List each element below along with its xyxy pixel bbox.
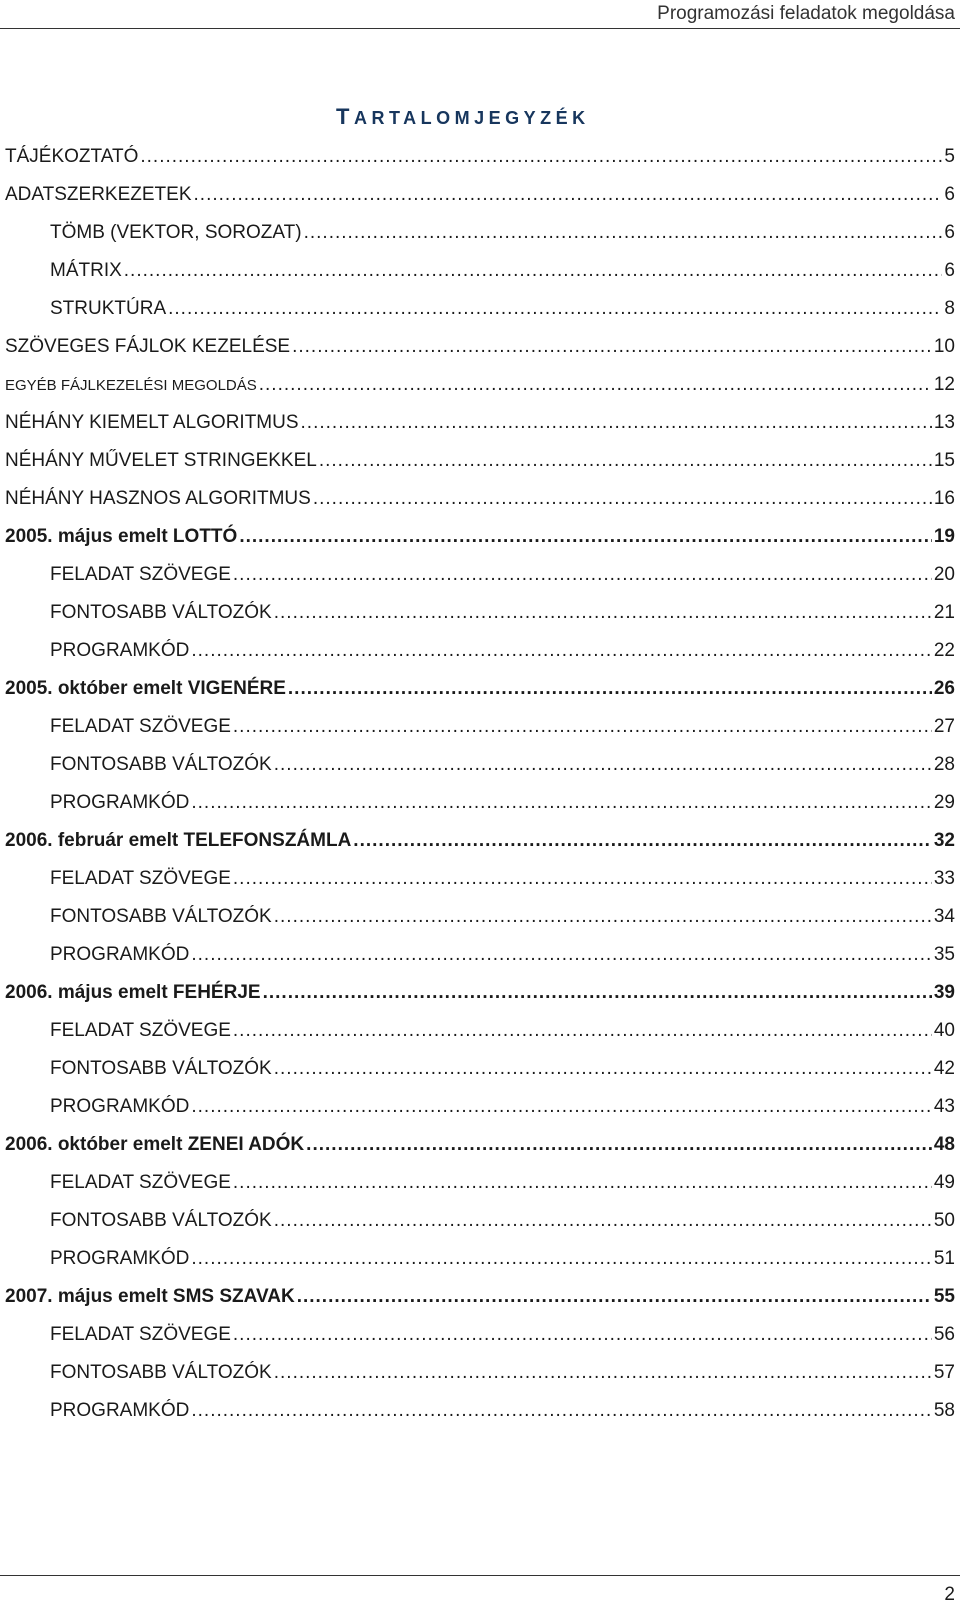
toc-entry-label: FELADAT SZÖVEGE bbox=[50, 1020, 231, 1041]
toc-leader-dots bbox=[306, 1131, 932, 1159]
toc-leader-dots bbox=[301, 409, 932, 437]
toc-entry-page: 58 bbox=[933, 1400, 955, 1421]
toc-entry-page: 39 bbox=[933, 982, 955, 1003]
toc-subentry[interactable] bbox=[50, 789, 955, 817]
toc-leader-dots bbox=[274, 751, 932, 779]
toc-entry[interactable] bbox=[5, 143, 955, 171]
toc-subentry[interactable] bbox=[50, 1245, 955, 1273]
toc-leader-dots bbox=[191, 941, 932, 969]
toc-entry-page: 40 bbox=[933, 1020, 955, 1041]
page-footer bbox=[0, 1575, 960, 1614]
toc-leader-dots bbox=[353, 827, 932, 855]
toc-entry-page: 15 bbox=[933, 450, 955, 471]
toc-entry[interactable] bbox=[5, 333, 955, 361]
toc-entry-page: 21 bbox=[933, 602, 955, 623]
toc-subentry[interactable] bbox=[50, 1017, 955, 1045]
toc-entry-page: 56 bbox=[933, 1324, 955, 1345]
header-title: Programozási feladatok megoldása bbox=[657, 3, 955, 24]
toc-leader-dots bbox=[191, 1245, 932, 1273]
toc-subentry[interactable] bbox=[50, 599, 955, 627]
toc-subentry[interactable] bbox=[50, 637, 955, 665]
toc-subentry[interactable] bbox=[50, 751, 955, 779]
toc-entry-label: NÉHÁNY KIEMELT ALGORITMUS bbox=[5, 412, 299, 433]
toc-leader-dots bbox=[191, 789, 932, 817]
toc-entry-page: 29 bbox=[933, 792, 955, 813]
toc-entry-label: PROGRAMKÓD bbox=[50, 1096, 190, 1117]
toc-leader-dots bbox=[194, 181, 943, 209]
toc-entry-label: STRUKTÚRA bbox=[50, 298, 167, 319]
toc-entry-label: FONTOSABB VÁLTOZÓK bbox=[50, 1058, 272, 1079]
toc-entry[interactable] bbox=[5, 409, 955, 437]
toc-entry-page: 6 bbox=[944, 260, 955, 281]
toc-entry-label: MÁTRIX bbox=[50, 260, 122, 281]
toc-entry-label: FELADAT SZÖVEGE bbox=[50, 716, 231, 737]
toc-entry-label: PROGRAMKÓD bbox=[50, 1248, 190, 1269]
toc-entry-page: 32 bbox=[933, 830, 955, 851]
toc-entry-label: FELADAT SZÖVEGE bbox=[50, 1172, 231, 1193]
toc-leader-dots bbox=[124, 257, 943, 285]
toc-leader-dots bbox=[274, 1207, 932, 1235]
toc-entry-label: FONTOSABB VÁLTOZÓK bbox=[50, 602, 272, 623]
toc-leader-dots bbox=[274, 1055, 932, 1083]
toc-subentry[interactable] bbox=[50, 1169, 955, 1197]
toc-entry-label: 2005. október emelt VIGENÉRE bbox=[5, 678, 286, 699]
toc-entry-page: 51 bbox=[933, 1248, 955, 1269]
toc-leader-dots bbox=[191, 637, 932, 665]
toc-title-rest: ARTALOMJEGYZÉK bbox=[353, 108, 590, 128]
toc-leader-dots bbox=[233, 713, 932, 741]
toc-leader-dots bbox=[292, 333, 932, 361]
toc-subentry[interactable] bbox=[50, 1359, 955, 1387]
toc-subentry[interactable] bbox=[50, 941, 955, 969]
toc-title bbox=[336, 104, 590, 130]
toc-leader-dots bbox=[233, 561, 932, 589]
toc-entry-page: 8 bbox=[944, 298, 955, 319]
toc-subentry[interactable] bbox=[50, 1093, 955, 1121]
toc-entry-label: PROGRAMKÓD bbox=[50, 944, 190, 965]
toc-subentry[interactable] bbox=[50, 219, 955, 247]
toc-entry-page: 28 bbox=[933, 754, 955, 775]
toc-entry-page: 16 bbox=[933, 488, 955, 509]
toc-entry-label: PROGRAMKÓD bbox=[50, 792, 190, 813]
toc-entry-label: 2006. október emelt ZENEI ADÓK bbox=[5, 1134, 305, 1155]
toc-leader-dots bbox=[140, 143, 942, 171]
toc-entry[interactable] bbox=[5, 447, 955, 475]
toc-entry-label: TÖMB (VEKTOR, SOROZAT) bbox=[50, 222, 302, 243]
toc-subentry[interactable] bbox=[50, 257, 955, 285]
toc-entry-label: FONTOSABB VÁLTOZÓK bbox=[50, 754, 272, 775]
toc-entry-page: 49 bbox=[933, 1172, 955, 1193]
toc-chapter-entry[interactable] bbox=[5, 1131, 955, 1159]
toc-entry-label: NÉHÁNY MŰVELET STRINGEKKEL bbox=[5, 450, 317, 471]
toc-entry-label: FONTOSABB VÁLTOZÓK bbox=[50, 1210, 272, 1231]
toc-entry-page: 43 bbox=[933, 1096, 955, 1117]
toc-leader-dots bbox=[259, 371, 932, 399]
toc-entry-page: 13 bbox=[933, 412, 955, 433]
toc-entry-page: 26 bbox=[933, 678, 955, 699]
toc-entry-label: 2005. május emelt LOTTÓ bbox=[5, 526, 238, 547]
toc-entry-page: 55 bbox=[933, 1286, 955, 1307]
toc-leader-dots bbox=[191, 1397, 932, 1425]
toc-entry[interactable] bbox=[5, 485, 955, 513]
toc-entry-label: FONTOSABB VÁLTOZÓK bbox=[50, 906, 272, 927]
toc-leader-dots bbox=[191, 1093, 932, 1121]
toc-subentry[interactable] bbox=[50, 561, 955, 589]
toc-entry-page: 42 bbox=[933, 1058, 955, 1079]
toc-entry-page: 10 bbox=[933, 336, 955, 357]
toc-entry-label: EGYÉB FÁJLKEZELÉSI MEGOLDÁS bbox=[5, 377, 257, 394]
toc-entry[interactable] bbox=[5, 371, 955, 399]
toc-entry-label: PROGRAMKÓD bbox=[50, 1400, 190, 1421]
toc-leader-dots bbox=[319, 447, 932, 475]
toc-chapter-entry[interactable] bbox=[5, 675, 955, 703]
toc-entry-label: FELADAT SZÖVEGE bbox=[50, 564, 231, 585]
toc-entry-page: 35 bbox=[933, 944, 955, 965]
toc-entry-page: 12 bbox=[933, 374, 955, 395]
toc-leader-dots bbox=[233, 1017, 932, 1045]
toc-chapter-entry[interactable] bbox=[5, 523, 955, 551]
toc-entry-label: TÁJÉKOZTATÓ bbox=[5, 146, 139, 167]
toc-leader-dots bbox=[239, 523, 932, 551]
toc-title-first-letter: T bbox=[336, 104, 354, 129]
toc-entry-label: ADATSZERKEZETEK bbox=[5, 184, 192, 205]
toc-entry-label: NÉHÁNY HASZNOS ALGORITMUS bbox=[5, 488, 311, 509]
page-header bbox=[0, 0, 960, 29]
toc-subentry[interactable] bbox=[50, 1321, 955, 1349]
toc-leader-dots bbox=[233, 1321, 932, 1349]
toc-leader-dots bbox=[304, 219, 943, 247]
toc-leader-dots bbox=[274, 1359, 932, 1387]
toc-entry-page: 19 bbox=[933, 526, 955, 547]
toc-chapter-entry[interactable] bbox=[5, 979, 955, 1007]
toc-entry-label: SZÖVEGES FÁJLOK KEZELÉSE bbox=[5, 336, 291, 357]
toc-subentry[interactable] bbox=[50, 865, 955, 893]
toc-subentry[interactable] bbox=[50, 1207, 955, 1235]
toc-entry-page: 48 bbox=[933, 1134, 955, 1155]
page-number: 2 bbox=[944, 1584, 955, 1605]
toc-entry-page: 20 bbox=[933, 564, 955, 585]
toc-leader-dots bbox=[274, 903, 932, 931]
toc-entry-label: FELADAT SZÖVEGE bbox=[50, 868, 231, 889]
toc-leader-dots bbox=[168, 295, 942, 323]
toc-leader-dots bbox=[233, 1169, 932, 1197]
toc-entry-label: FELADAT SZÖVEGE bbox=[50, 1324, 231, 1345]
toc-entry[interactable] bbox=[5, 181, 955, 209]
toc-entry-page: 50 bbox=[933, 1210, 955, 1231]
toc-leader-dots bbox=[263, 979, 932, 1007]
toc-entry-label: 2007. május emelt SMS SZAVAK bbox=[5, 1286, 295, 1307]
toc-subentry[interactable] bbox=[50, 295, 955, 323]
toc-leader-dots bbox=[297, 1283, 932, 1311]
toc-entry-page: 33 bbox=[933, 868, 955, 889]
toc-leader-dots bbox=[233, 865, 932, 893]
toc-entry-label: FONTOSABB VÁLTOZÓK bbox=[50, 1362, 272, 1383]
toc-entry-label: 2006. február emelt TELEFONSZÁMLA bbox=[5, 830, 352, 851]
toc-entry-page: 57 bbox=[933, 1362, 955, 1383]
toc-leader-dots bbox=[288, 675, 932, 703]
toc-subentry[interactable] bbox=[50, 1397, 955, 1425]
toc-entry-page: 5 bbox=[944, 146, 955, 167]
toc-entry-page: 6 bbox=[944, 184, 955, 205]
toc-leader-dots bbox=[274, 599, 932, 627]
toc-subentry[interactable] bbox=[50, 713, 955, 741]
toc-entry-label: PROGRAMKÓD bbox=[50, 640, 190, 661]
toc-chapter-entry[interactable] bbox=[5, 827, 955, 855]
toc-entry-page: 22 bbox=[933, 640, 955, 661]
toc-subentry[interactable] bbox=[50, 1055, 955, 1083]
toc-leader-dots bbox=[313, 485, 932, 513]
toc-chapter-entry[interactable] bbox=[5, 1283, 955, 1311]
toc-subentry[interactable] bbox=[50, 903, 955, 931]
toc-entry-label: 2006. május emelt FEHÉRJE bbox=[5, 982, 261, 1003]
toc-entry-page: 34 bbox=[933, 906, 955, 927]
toc-entry-page: 6 bbox=[944, 222, 955, 243]
toc-entry-page: 27 bbox=[933, 716, 955, 737]
